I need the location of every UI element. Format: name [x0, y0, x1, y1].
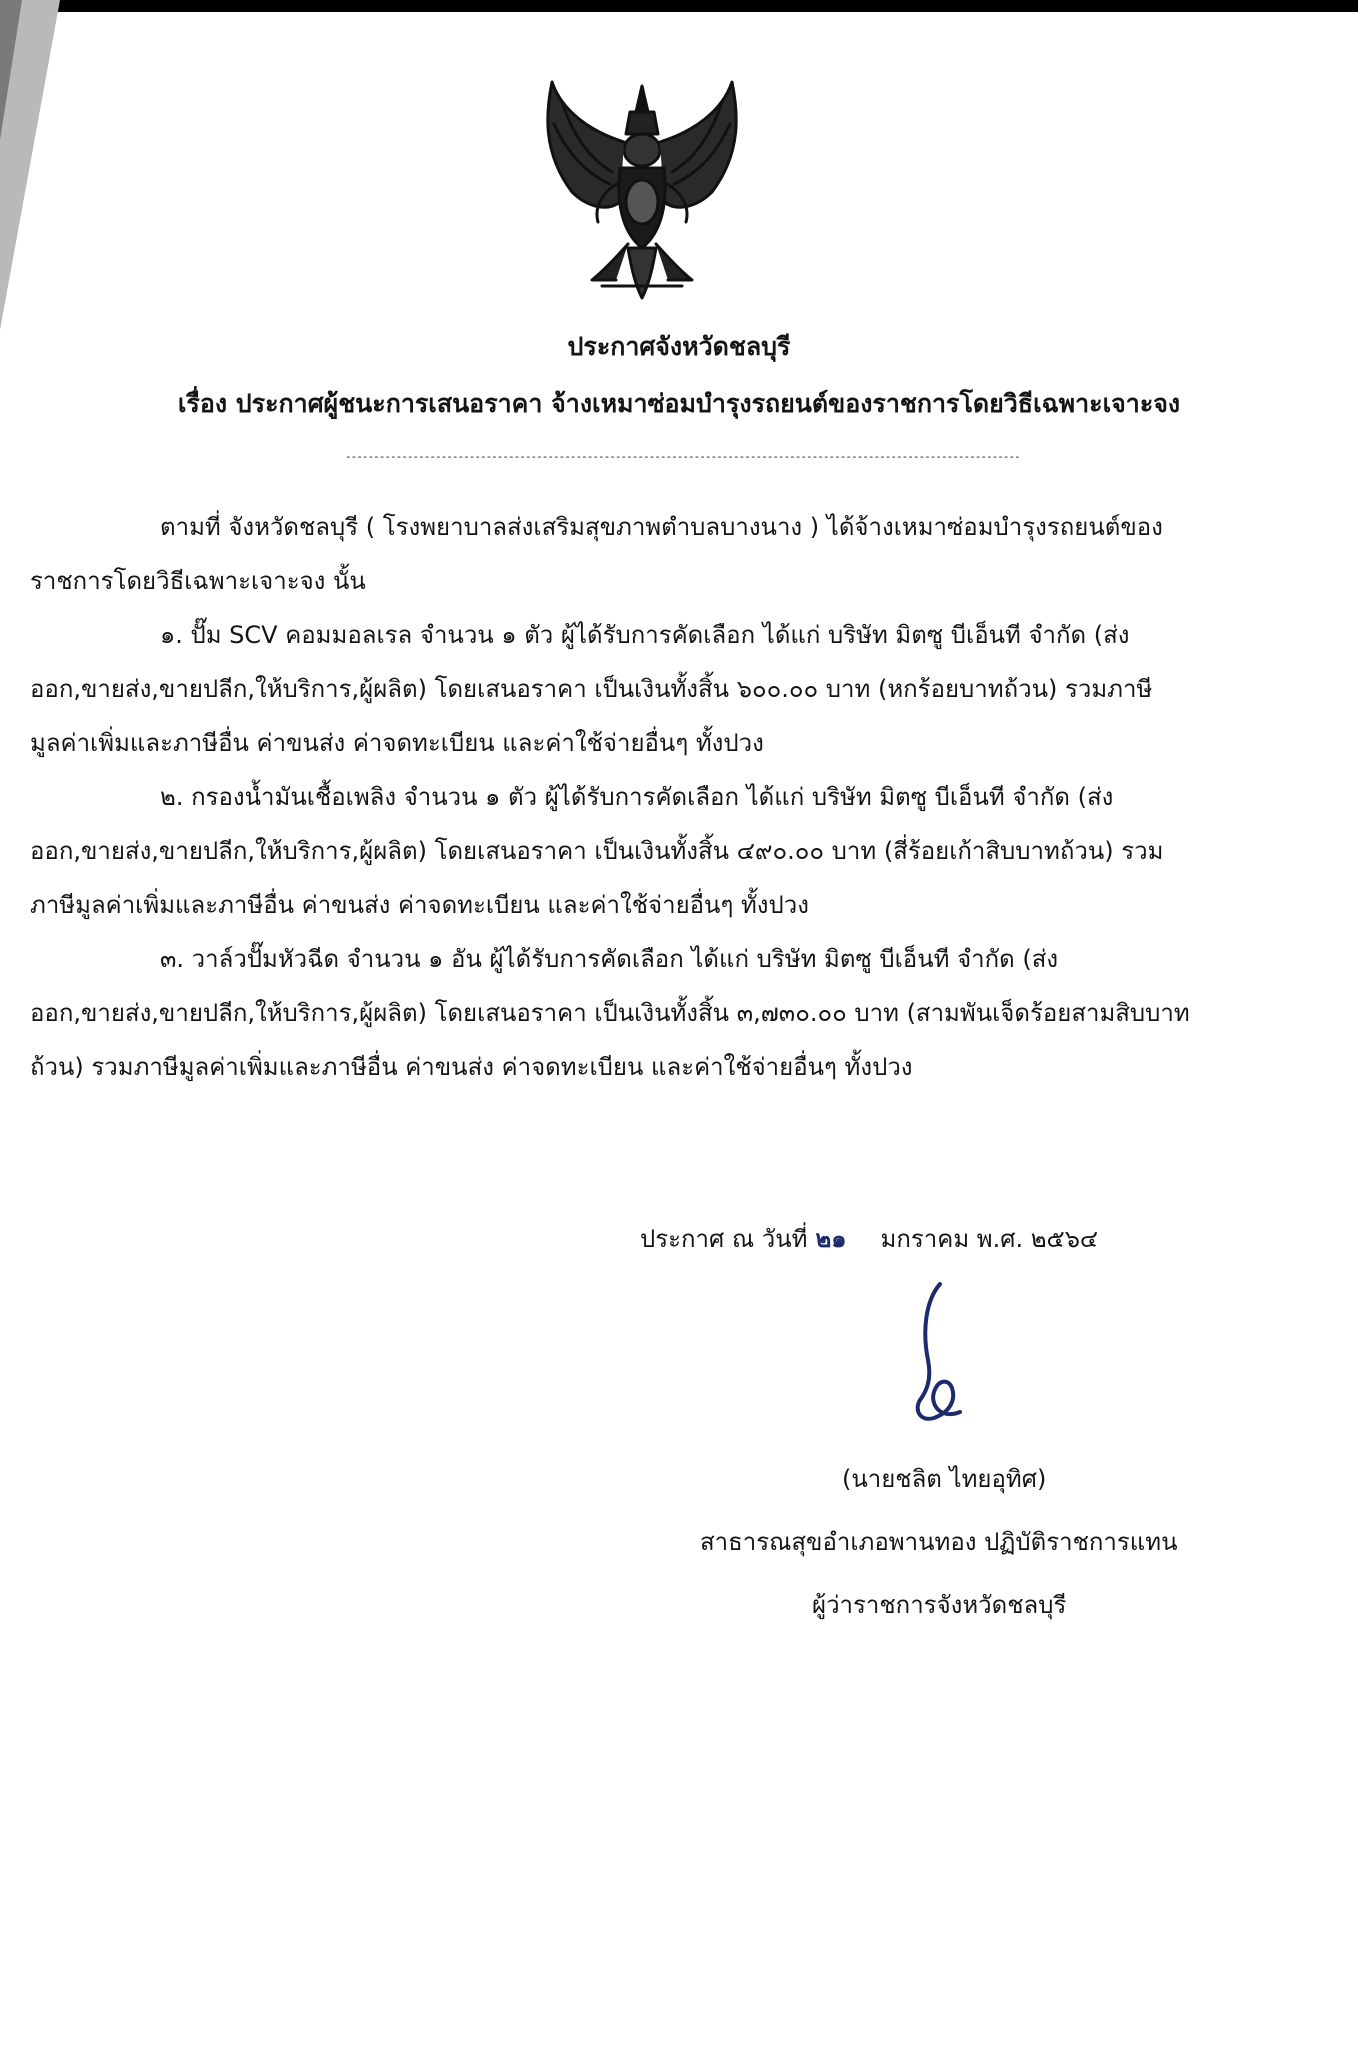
signer-position: สาธารณสุขอำเภอพานทอง ปฏิบัติราชการแทน: [700, 1528, 1178, 1556]
announcement-subject: เรื่อง ประกาศผู้ชนะการเสนอราคา จ้างเหมาซ่อมบำรุงรถยนต์ของราชการโดยวิธีเฉพาะเจาะจง: [177, 389, 1181, 418]
award-item-2: ๒. กรองน้ำมันเชื้อเพลิง จำนวน ๑ ตัว ผู้ได้รับการคัดเลือก ได้แก่ บริษัท มิตซู บีเอ็นที จำกัด (ส่ง ออก,ขายส่ง,ขายปลีก,ให้บริการ,ผู้ผลิต) โดยเสนอราคา เป็นเงินทั้งสิ้น ๔๙๐.๐๐ บาท (สี่ร้อยเก้าสิบบาทถ้วน) รวม ภาษีมูลค่าเพิ่มและภาษีอื่น ค่าขนส่ง ค่าจดทะเบียน และค่าใช้จ่ายอื่นๆ ทั้งปวง: [30, 783, 1164, 919]
date-month-year: มกราคม พ.ศ. ๒๕๖๔: [880, 1225, 1099, 1253]
announcement-date: [640, 1222, 1240, 1256]
signer-name: (นายชลิต ไทยอุทิศ): [842, 1465, 1047, 1493]
announcement-title: ประกาศจังหวัดชลบุรี: [567, 332, 791, 361]
date-prefix: ประกาศ ณ วันที่: [640, 1225, 808, 1253]
scan-top-edge: [0, 0, 1358, 12]
date-day: ๒๑: [815, 1225, 847, 1253]
divider-line: ------------------------------------------------------------------------------------------------------------------------: [345, 450, 1020, 463]
signer-position-2: ผู้ว่าราชการจังหวัดชลบุรี: [812, 1591, 1067, 1619]
announcement-body: [30, 500, 1250, 1094]
intro-paragraph: ตามที่ จังหวัดชลบุรี ( โรงพยาบาลส่งเสริมสุขภาพตำบลบางนาง ) ได้จ้างเหมาซ่อมบำรุงรถยนต์ของ ราชการโดยวิธีเฉพาะเจาะจง นั้น: [30, 513, 1163, 595]
garuda-emblem-icon: [532, 72, 752, 304]
award-item-1: ๑. ปั๊ม SCV คอมมอลเรล จำนวน ๑ ตัว ผู้ได้รับการคัดเลือก ได้แก่ บริษัท มิตซู บีเอ็นที จำกัด (ส่ง ออก,ขายส่ง,ขายปลีก,ให้บริการ,ผู้ผลิต) โดยเสนอราคา เป็นเงินทั้งสิ้น ๖๐๐.๐๐ บาท (หกร้อยบาทถ้วน) รวมภาษี มูลค่าเพิ่มและภาษีอื่น ค่าขนส่ง ค่าจดทะเบียน และค่าใช้จ่ายอื่นๆ ทั้งปวง: [30, 621, 1153, 757]
handwritten-signature: [900, 1280, 990, 1430]
award-item-3: ๓. วาล์วปั๊มหัวฉีด จำนวน ๑ อัน ผู้ได้รับการคัดเลือก ได้แก่ บริษัท มิตซู บีเอ็นที จำกัด (ส่ง ออก,ขายส่ง,ขายปลีก,ให้บริการ,ผู้ผลิต) โดยเสนอราคา เป็นเงินทั้งสิ้น ๓,๗๓๐.๐๐ บาท (สามพันเจ็ดร้อยสามสิบบาท ถ้วน) รวมภาษีมูลค่าเพิ่มและภาษีอื่น ค่าขนส่ง ค่าจดทะเบียน และค่าใช้จ่ายอื่นๆ ทั้งปวง: [30, 945, 1190, 1081]
